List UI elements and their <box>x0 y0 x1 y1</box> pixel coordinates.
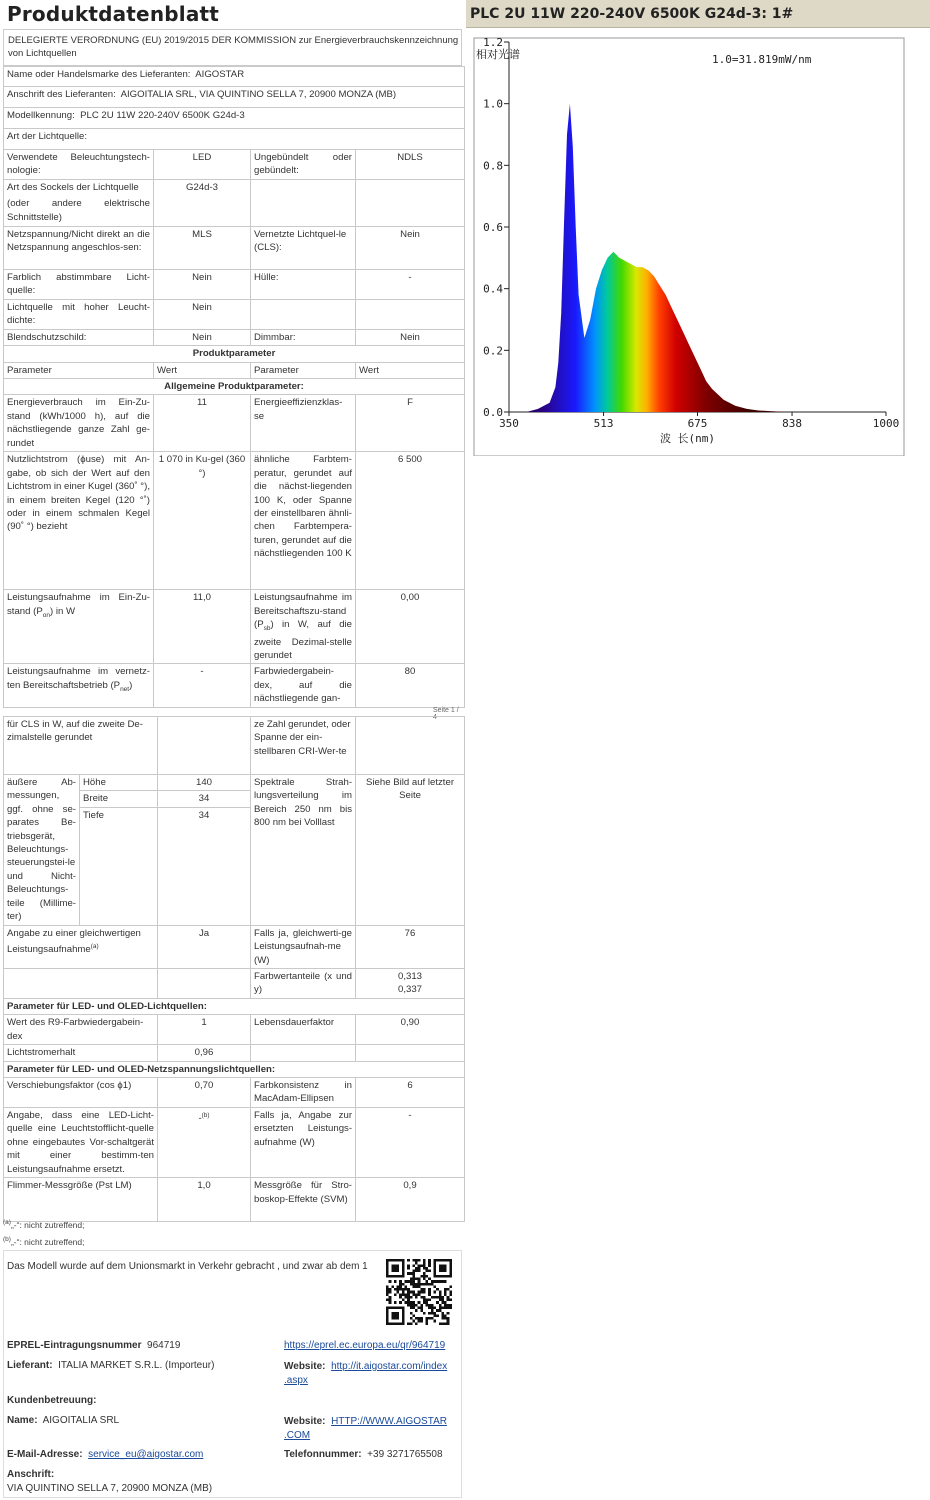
market-text: Das Modell wurde auf dem Unionsmarkt in Verkehr gebracht , und zwar ab dem 1 <box>7 1261 368 1272</box>
table-row: Art des Sockels der Lichtquelle (oder andere elektrische Schnittstelle) G24d-3 <box>4 180 465 227</box>
table-row: Energieverbrauch im Ein-Zu-stand (kWh/1000 h), auf die nächstliegende ganze Zahl ge-rundet 11 Energieeffizienzklas-se F <box>4 395 465 452</box>
table-row: Farbwertanteile (x und y) 0,313 0,337 <box>4 969 465 999</box>
table-row: Netzspannung/Nicht direkt an die Netzspannung angeschlos-sen: MLS Vernetzte Lichtquel-le (CLS): Nein <box>4 227 465 270</box>
footnote-a: $^{(a)}$„-“: nicht zutreffend; <box>3 1219 85 1230</box>
y-tick-label: 1.2 <box>483 36 503 49</box>
x-tick-label: 838 <box>782 417 802 430</box>
supplier-address-row: Anschrift des Lieferanten: AIGOITALIA SRL, VIA QUINTINO SELLA 7, 20900 MONZA (MB) <box>4 87 465 108</box>
table-row: Wert des R9-Farbwiedergabein-dex 1 Lebensdauerfaktor 0,90 <box>4 1015 465 1045</box>
table-row: Lichtstromerhalt 0,96 <box>4 1045 465 1061</box>
eprel-link[interactable]: https://eprel.ec.europa.eu/qr/964719 <box>284 1340 446 1351</box>
supplier-row: Lieferant: ITALIA MARKET S.R.L. (Importeur) <box>7 1360 215 1371</box>
table-row: Blendschutzschild: Nein Dimmbar: Nein <box>4 329 465 345</box>
footnote-b: $^{(b)}$„-“: nicht zutreffend; <box>3 1236 85 1247</box>
table-row: Lichtquelle mit hoher Leucht-dichte: Nein <box>4 300 465 330</box>
page-title: Produktdatenblatt <box>7 2 220 26</box>
eprel-row: EPREL-Eintragungsnummer 964719 <box>7 1340 181 1351</box>
address-value: VIA QUINTINO SELLA 7, 20900 MONZA (MB) <box>7 1483 213 1494</box>
table-row: Nutzlichtstrom (ϕuse) mit An-gabe, ob sich der Wert auf den Lichtstrom in einer Kugel (360˚ °), in einem breiten Kegel (120 °˚) oder in einem schmalen Kegel (90˚ °) bezieht 1 070 in Ku-gel (360 °) ähnliche Farbtem-peratur, gerundet auf die nächst-liegenden 100 K, oder Spanne der einstellbaren ähnli-chen Farbtempera-turen, gerundet auf die nächstliegenden 100 K 6 500 <box>4 452 465 590</box>
y-tick-label: 0.0 <box>483 406 503 419</box>
x-tick-label: 513 <box>593 417 614 430</box>
website-row-2: Website: HTTP://WWW.AIGOSTAR .COM <box>284 1416 447 1441</box>
chart-annotation: 1.0=31.819mW/nm <box>712 53 812 66</box>
type-header: Art der Lichtquelle: <box>4 129 465 150</box>
x-tick-label: 675 <box>687 417 708 430</box>
y-tick-label: 0.2 <box>483 344 503 358</box>
table-row: Verschiebungsfaktor (cos ϕ1) 0,70 Farbkonsistenz in MacAdam-Ellipsen 6 <box>4 1078 465 1108</box>
model-row: Modellkennung: PLC 2U 11W 220-240V 6500K G24d-3 <box>4 108 465 129</box>
table-row: Farblich abstimmbare Licht-quelle: Nein Hülle: - <box>4 270 465 300</box>
supplier-name-row: Name oder Handelsmarke des Lieferanten: AIGOSTAR <box>4 67 465 87</box>
website-row-1: Website: http://it.aigostar.com/index .aspx <box>284 1361 448 1386</box>
x-tick-label: 1000 <box>872 417 900 430</box>
table-row: Angabe, dass eine LED-Licht-quelle eine Leuchtstofflicht-quelle ohne eingebautes Vor-schaltgerät mit einer bestimm-ten Leistungsaufnahme ersetzt. -$^{(b)}$ Falls ja, Angabe zur ersetzten Leistungs-aufnahme (W) - <box>4 1108 465 1178</box>
qr-code-icon[interactable] <box>386 1259 452 1325</box>
supplier-info-panel <box>3 1250 462 1498</box>
qr-modules <box>386 1259 452 1325</box>
x-axis-label: 波 长(nm) <box>659 432 716 445</box>
chart-title: PLC 2U 11W 220-240V 6500K G24d-3: 1# <box>466 0 930 28</box>
datasheet-table-page1 <box>3 66 465 708</box>
mains-params-header: Parameter für LED- und OLED-Netzspannungslichtquellen: <box>4 1061 465 1077</box>
column-headers: Parameter Wert Parameter Wert <box>4 362 465 378</box>
phone-row: Telefonnummer: +39 3271765508 <box>284 1449 443 1460</box>
datasheet-table-page2 <box>3 716 465 1222</box>
y-tick-label: 1.0 <box>483 97 503 111</box>
y-axis-label: 相对光谱 <box>476 48 520 61</box>
table-row: Verwendete Beleuchtungstech-nologie: LED Ungebündelt oder gebündelt: NDLS <box>4 150 465 180</box>
y-tick-label: 0.8 <box>483 159 503 173</box>
product-params-header: Produktparameter <box>4 346 465 362</box>
service-name-row: Name: AIGOITALIA SRL <box>7 1415 120 1426</box>
x-tick-label: 350 <box>499 417 519 430</box>
page-number: Seite 1 / 4 <box>433 707 459 721</box>
spectrum-chart <box>466 0 930 456</box>
table-row: für CLS in W, auf die zweite De-zimalstelle gerundet ze Zahl gerundet, oder Spanne der ein-stellbaren CRI-Wer-te <box>4 717 465 775</box>
spectrum-plot <box>466 30 930 456</box>
y-tick-label: 0.6 <box>483 221 503 234</box>
dimension-row-height: äußere Ab-messungen, ggf. ohne se-parates Be-triebsgerät, Beleuchtungs-steuerungstei-le und Nicht-Beleuchtungs-teile (Millime-ter) Höhe 140 Spektrale Strah-lungsverteilung im Bereich 250 nm bis 800 nm bei Volllast Siehe Bild auf letzter Seite <box>4 775 465 791</box>
led-params-header: Parameter für LED- und OLED-Lichtquellen: <box>4 999 465 1015</box>
dimension-row-width: Breite 34 <box>4 791 465 807</box>
table-row: Flimmer-Messgröße (Pst LM) 1,0 Messgröße für Stro-boskop-Effekte (SVM) 0,9 <box>4 1178 465 1222</box>
table-row: Leistungsaufnahme im Ein-Zu-stand $(P_{on})$ in W 11,0 Leistungsaufnahme im Bereitschaftszu-stand $(P_{sb})$ in W, auf die zweite Dezimal-stelle gerundet 0,00 <box>4 590 465 664</box>
regulation-text: DELEGIERTE VERORDNUNG (EU) 2019/2015 DER KOMMISSION zur Energieverbrauchskennzeichnung von Lichtquellen <box>3 29 462 66</box>
table-row: Angabe zu einer gleichwertigen Leistungsaufnahme$^{(a)}$ Ja Falls ja, gleichwerti-ge Leistungsaufnah-me (W) 76 <box>4 925 465 968</box>
address-label: Anschrift: <box>7 1469 55 1480</box>
dimension-row-depth: Tiefe 34 <box>4 807 465 925</box>
y-tick-label: 0.4 <box>483 282 503 296</box>
spectrum-area <box>509 104 886 412</box>
general-params-header: Allgemeine Produktparameter: <box>4 379 465 395</box>
table-row: Leistungsaufnahme im vernetz-ten Bereitschaftsbetrieb $(P_{net})$ - Farbwiedergabein-dex, auf die nächstliegende gan- 80 <box>4 664 465 707</box>
customer-service-label: Kundenbetreuung: <box>7 1395 97 1406</box>
email-row: E-Mail-Adresse: service_eu@aigostar.com <box>7 1449 204 1460</box>
